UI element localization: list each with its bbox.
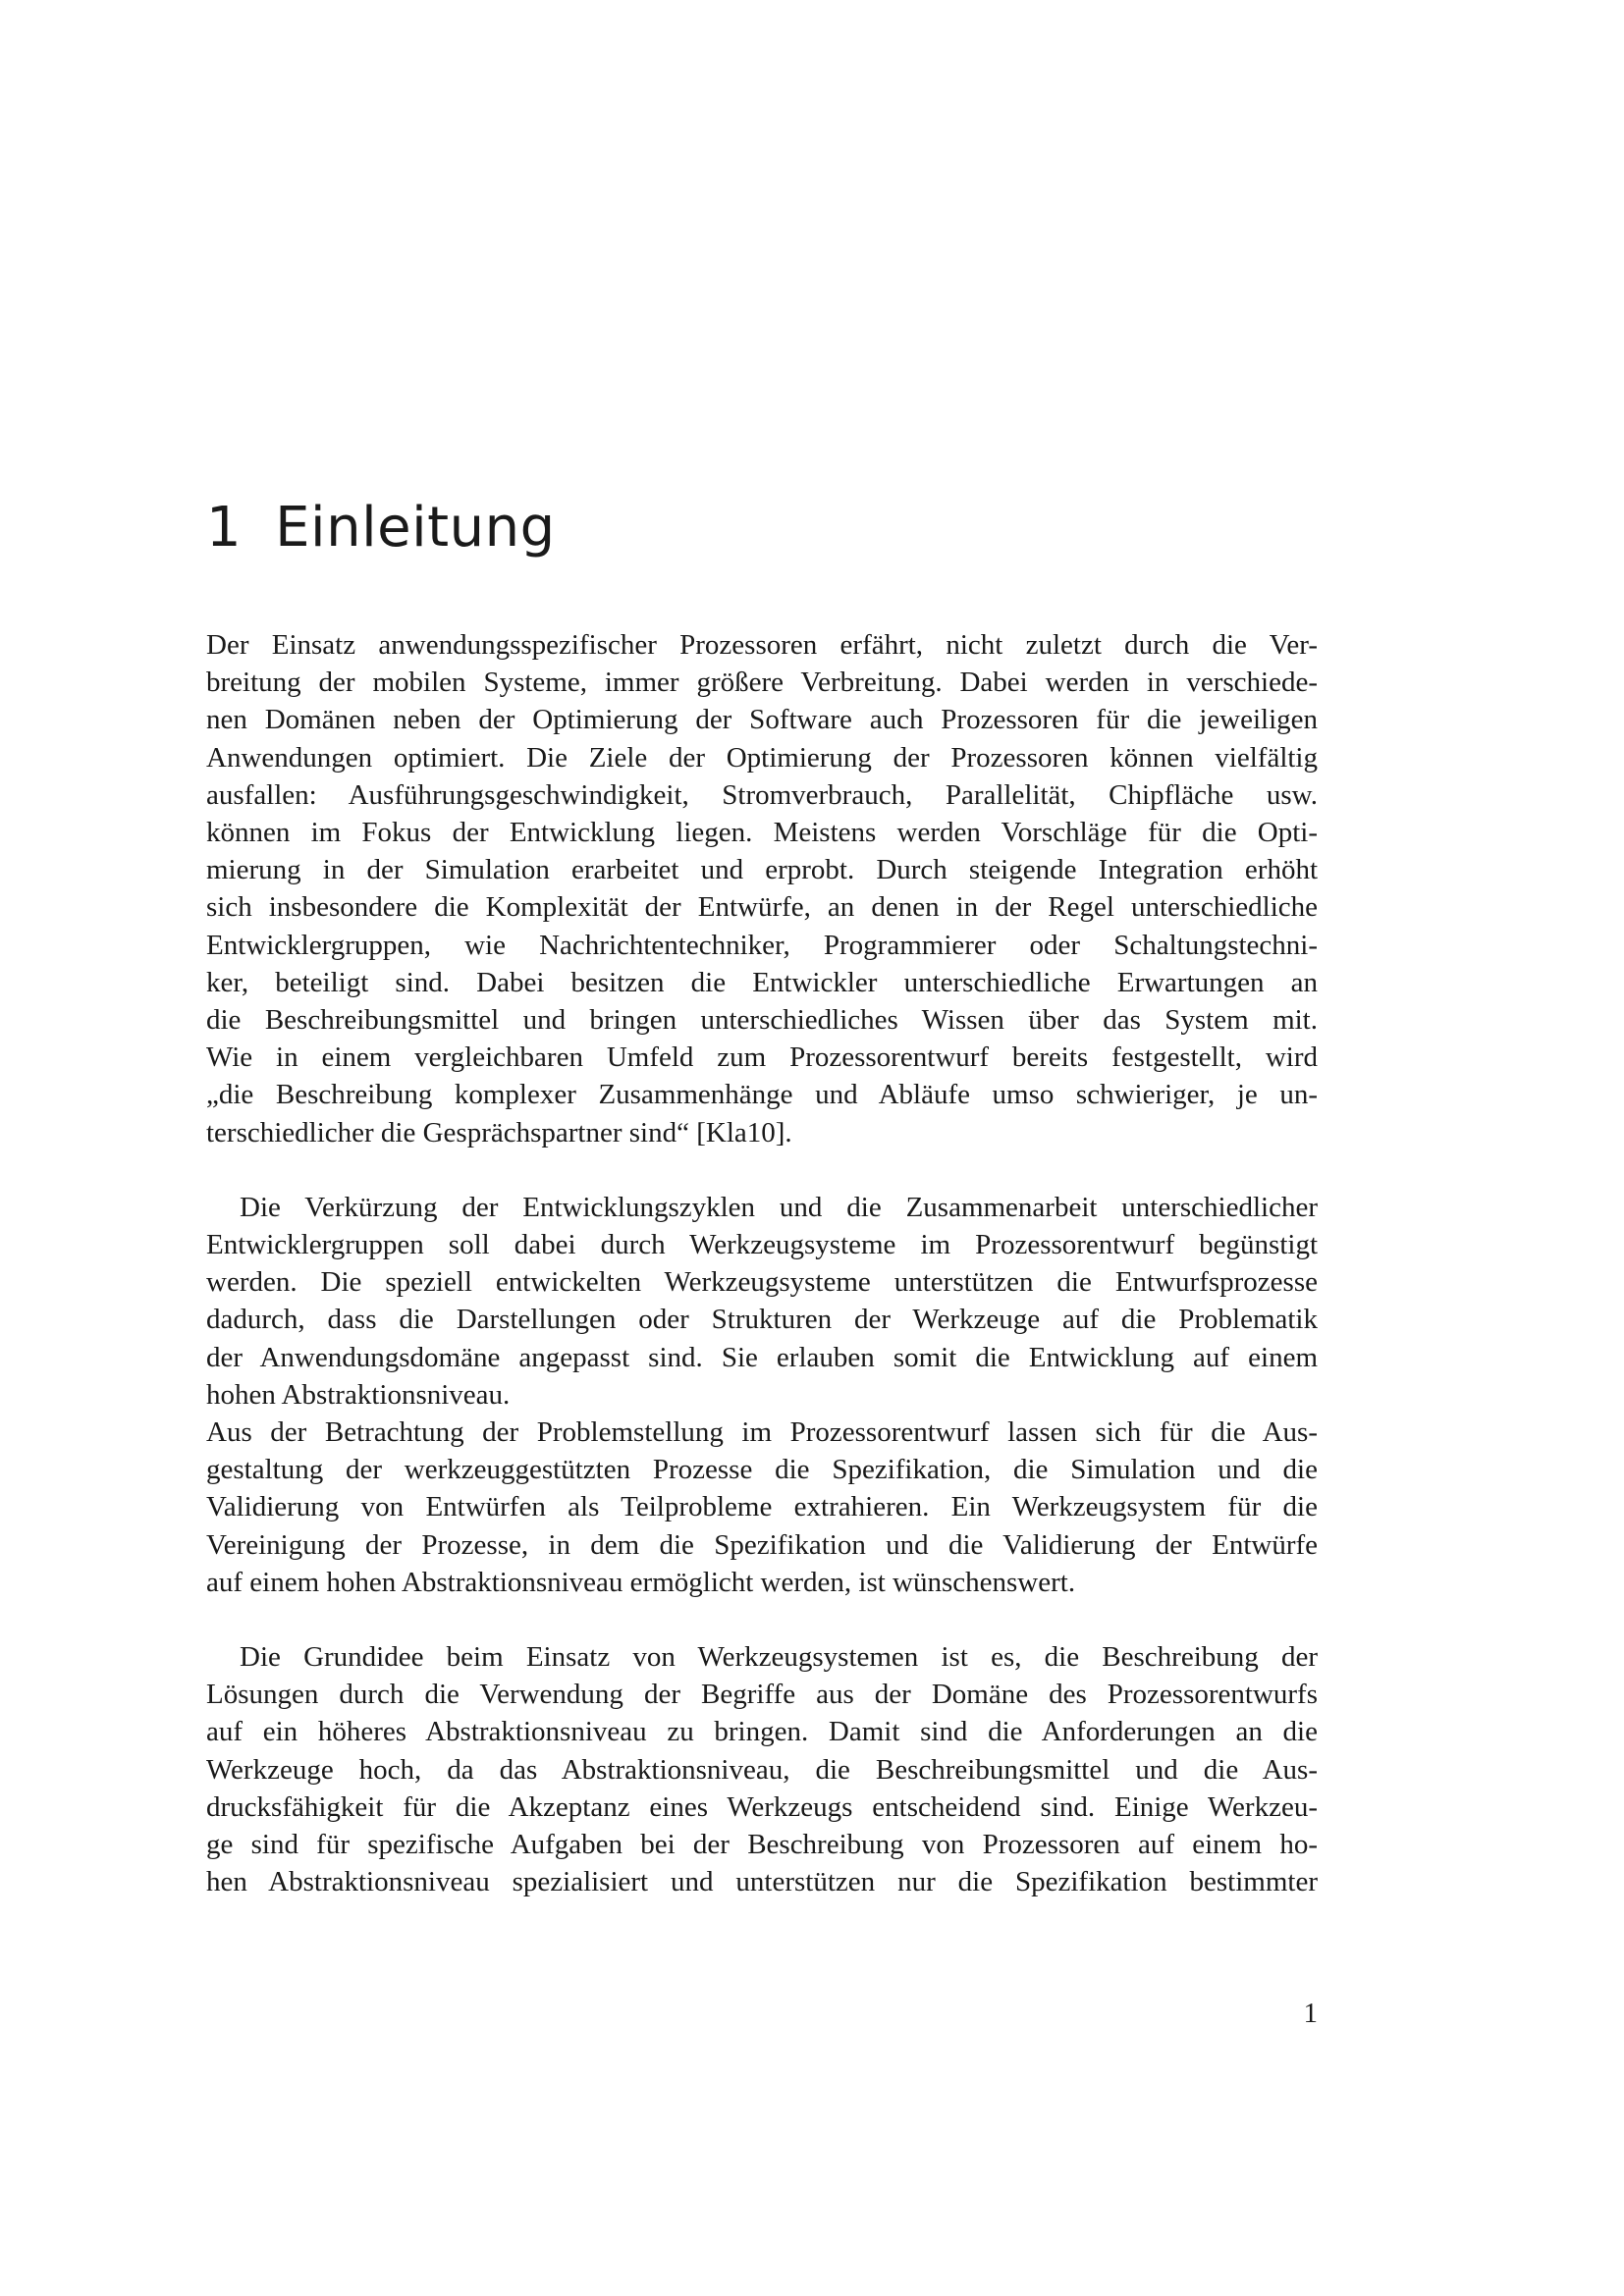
text-line: drucksfähigkeit für die Akzeptanz eines Werkzeugs entscheidend sind. Einige Werkzeu- bbox=[206, 1790, 1318, 1823]
text-line: Lösungen durch die Verwendung der Begriffe aus der Domäne des Prozessorentwurfs bbox=[206, 1679, 1318, 1711]
text-line: breitung der mobilen Systeme, immer größere Verbreitung. Dabei werden in verschiede- bbox=[206, 667, 1318, 699]
text-line: Entwicklergruppen soll dabei durch Werkzeugsysteme im Prozessorentwurf begünstigt bbox=[206, 1229, 1318, 1261]
text-line: ker, beteiligt sind. Dabei besitzen die Entwickler unterschiedliche Erwartungen an bbox=[206, 966, 1318, 998]
text-line: ausfallen: Ausführungsgeschwindigkeit, Stromverbrauch, Parallelität, Chipfläche usw. bbox=[206, 778, 1318, 811]
text-line: werden. Die speziell entwickelten Werkzeugsysteme unterstützen die Entwurfsprozesse bbox=[206, 1266, 1318, 1299]
paragraph-1 bbox=[206, 626, 1318, 1151]
text-line: hen Abstraktionsniveau spezialisiert und unterstützen nur die Spezifikation bestimmter bbox=[206, 1866, 1318, 1898]
text-line: dadurch, dass die Darstellungen oder Strukturen der Werkzeuge auf die Problematik bbox=[206, 1304, 1318, 1336]
text-line: Werkzeuge hoch, da das Abstraktionsniveau, die Beschreibungsmittel und die Aus- bbox=[206, 1753, 1318, 1786]
text-line: Vereinigung der Prozesse, in dem die Spezifikation und die Validierung der Entwürfe bbox=[206, 1528, 1318, 1561]
text-line: der Anwendungsdomäne angepasst sind. Sie erlauben somit die Entwicklung auf einem bbox=[206, 1341, 1318, 1373]
text-line: gestaltung der werkzeuggestützten Prozesse die Spezifikation, die Simulation und die bbox=[206, 1454, 1318, 1486]
body-text bbox=[206, 626, 1318, 1901]
text-line: Anwendungen optimiert. Die Ziele der Optimierung der Prozessoren können vielfältig bbox=[206, 741, 1318, 774]
text-line: Der Einsatz anwendungsspezifischer Prozessoren erfährt, nicht zuletzt durch die Ver- bbox=[206, 629, 1318, 661]
text-line: Validierung von Entwürfen als Teilprobleme extrahieren. Ein Werkzeugsystem für die bbox=[206, 1491, 1318, 1523]
text-line: ge sind für spezifische Aufgaben bei der Beschreibung von Prozessoren auf einem ho- bbox=[206, 1829, 1318, 1861]
paragraph-4 bbox=[206, 1638, 1318, 1900]
chapter-number: 1 bbox=[206, 496, 243, 560]
text-line: „die Beschreibung komplexer Zusammenhänge und Abläufe umso schwieriger, je un- bbox=[206, 1079, 1318, 1111]
text-line: auf einem hohen Abstraktionsniveau ermöglicht werden, ist wünschenswert. bbox=[206, 1566, 1076, 1598]
chapter-title: Einleitung bbox=[275, 496, 556, 560]
text-line: können im Fokus der Entwicklung liegen. Meistens werden Vorschläge für die Opti- bbox=[206, 817, 1318, 849]
text-line: terschiedlicher die Gesprächspartner sind“ [Kla10]. bbox=[206, 1116, 792, 1148]
text-line: Wie in einem vergleichbaren Umfeld zum Prozessorentwurf bereits festgestellt, wird bbox=[206, 1041, 1318, 1074]
paragraph-2 bbox=[206, 1189, 1318, 1414]
text-line: auf ein höheres Abstraktionsniveau zu bringen. Damit sind die Anforderungen an die bbox=[206, 1716, 1318, 1748]
page-number: 1 bbox=[1303, 1998, 1318, 2029]
chapter-heading bbox=[206, 489, 556, 567]
text-line: nen Domänen neben der Optimierung der Software auch Prozessoren für die jeweiligen bbox=[206, 704, 1318, 736]
text-line: Die Verkürzung der Entwicklungszyklen und die Zusammenarbeit unterschiedlicher bbox=[240, 1191, 1318, 1223]
text-line: sich insbesondere die Komplexität der Entwürfe, an denen in der Regel unterschiedliche bbox=[206, 891, 1318, 924]
text-line: hohen Abstraktionsniveau. bbox=[206, 1378, 511, 1411]
text-line: mierung in der Simulation erarbeitet und erprobt. Durch steigende Integration erhöht bbox=[206, 854, 1318, 886]
text-line: Entwicklergruppen, wie Nachrichtentechniker, Programmierer oder Schaltungstechni- bbox=[206, 929, 1318, 961]
text-line: die Beschreibungsmittel und bringen unterschiedliches Wissen über das System mit. bbox=[206, 1004, 1318, 1037]
paragraph-3 bbox=[206, 1414, 1318, 1601]
text-line: Aus der Betrachtung der Problemstellung im Prozessorentwurf lassen sich für die Aus- bbox=[206, 1416, 1318, 1449]
text-line: Die Grundidee beim Einsatz von Werkzeugsystemen ist es, die Beschreibung der bbox=[240, 1641, 1318, 1674]
